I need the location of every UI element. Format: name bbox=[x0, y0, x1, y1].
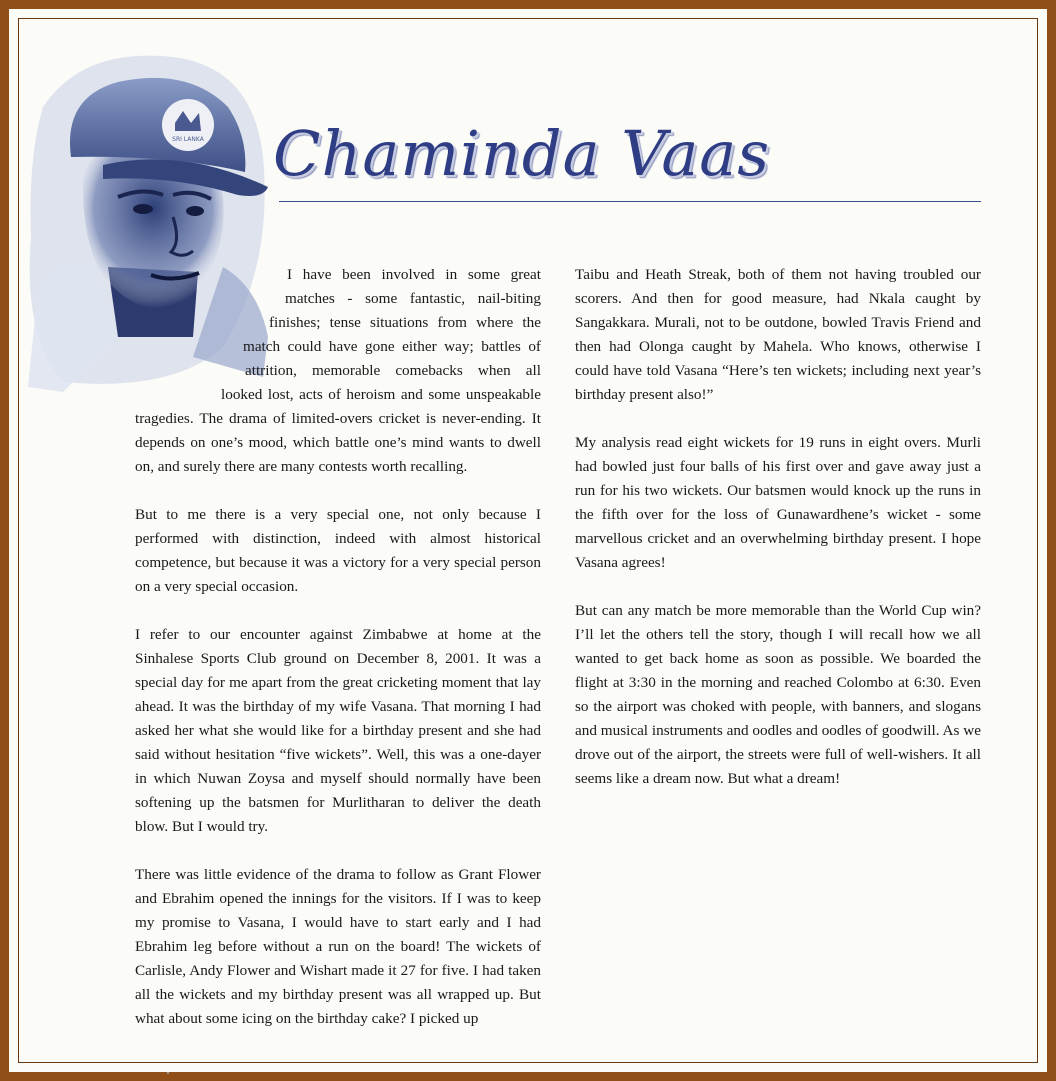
paragraph: I refer to our encounter against Zimbabwe at home at the Sinhalese Sports Club ground on December 8, 2001. It was a special day for me apart from the great cricketing moment that lay ahead. It was the birthday of my wife Vasana. That morning I had asked her what she would like for a birthday present and she had said without hesitation “five wickets”. Well, this was a one-dayer in which Nuwan Zoysa and myself should normally have been softening up the batsmen for Murlitharan to deliver the death blow. But I would try. bbox=[135, 626, 541, 835]
print-speck bbox=[167, 1072, 169, 1074]
paragraph: There was little evidence of the drama to follow as Grant Flower and Ebrahim opened the innings for the visitors. If I was to keep my promise to Vasana, I would have to start early and I had Ebrahim leg before without a run on the board! The wickets of Carlisle, Andy Flower and Wishart made it 27 for five. I had taken all the wickets and my birthday present was all wrapped up. But what about some icing on the birthday cake? I picked up bbox=[135, 866, 541, 1027]
left-column bbox=[135, 263, 541, 1055]
title-underline bbox=[279, 201, 981, 202]
paragraph: But can any match be more memorable than the World Cup win? I’ll let the others tell the story, though I will recall how we all wanted to get back home as soon as possible. We boarded the flight at 3:30 in the morning and reached Colombo at 6:30. Even so the airport was choked with people, with banners, and slogans and musical instruments and oodles and oodles of goodwill. As we drove out of the airport, the streets were full of well-wishers. It all seems like a dream now. But what a dream! bbox=[575, 602, 981, 787]
paragraph: But to me there is a very special one, not only because I performed with distinction, indeed with almost historical competence, but because it was a victory for a very special person on a very special occasion. bbox=[135, 506, 541, 595]
badge-text: SRI LANKA bbox=[172, 136, 204, 143]
paragraph: My analysis read eight wickets for 19 runs in eight overs. Murli had bowled just four balls of his first over and gave away just a run for his two wickets. Our batsmen would knock up the runs in the fifth over for the loss of Gunawardhene’s wicket - some marvellous cricket and an overwhelming birthday present. I hope Vasana agrees! bbox=[575, 434, 981, 571]
paragraph: I have been involved in some great matches - some fantastic, nail-biting finishes; tense situations from where the match could have gone either way; battles of attrition, memorable comebacks when all looked lost, acts of heroism and some unspeakable tragedies. The drama of limited-overs cricket is never-ending. It depends on one’s mood, which battle one’s mind wants to dwell on, and surely there are many contests worth recalling. bbox=[135, 266, 541, 475]
right-column bbox=[575, 263, 981, 815]
page-title: Chaminda Vaas bbox=[273, 117, 771, 190]
paragraph: Taibu and Heath Streak, both of them not having troubled our scorers. And then for good measure, had Nkala caught by Sangakkara. Murali, not to be outdone, bowled Travis Friend and then had Olonga caught by Mahela. Who knows, otherwise I could have told Vasana “Here’s ten wickets; including next year’s birthday present also!” bbox=[575, 266, 981, 403]
